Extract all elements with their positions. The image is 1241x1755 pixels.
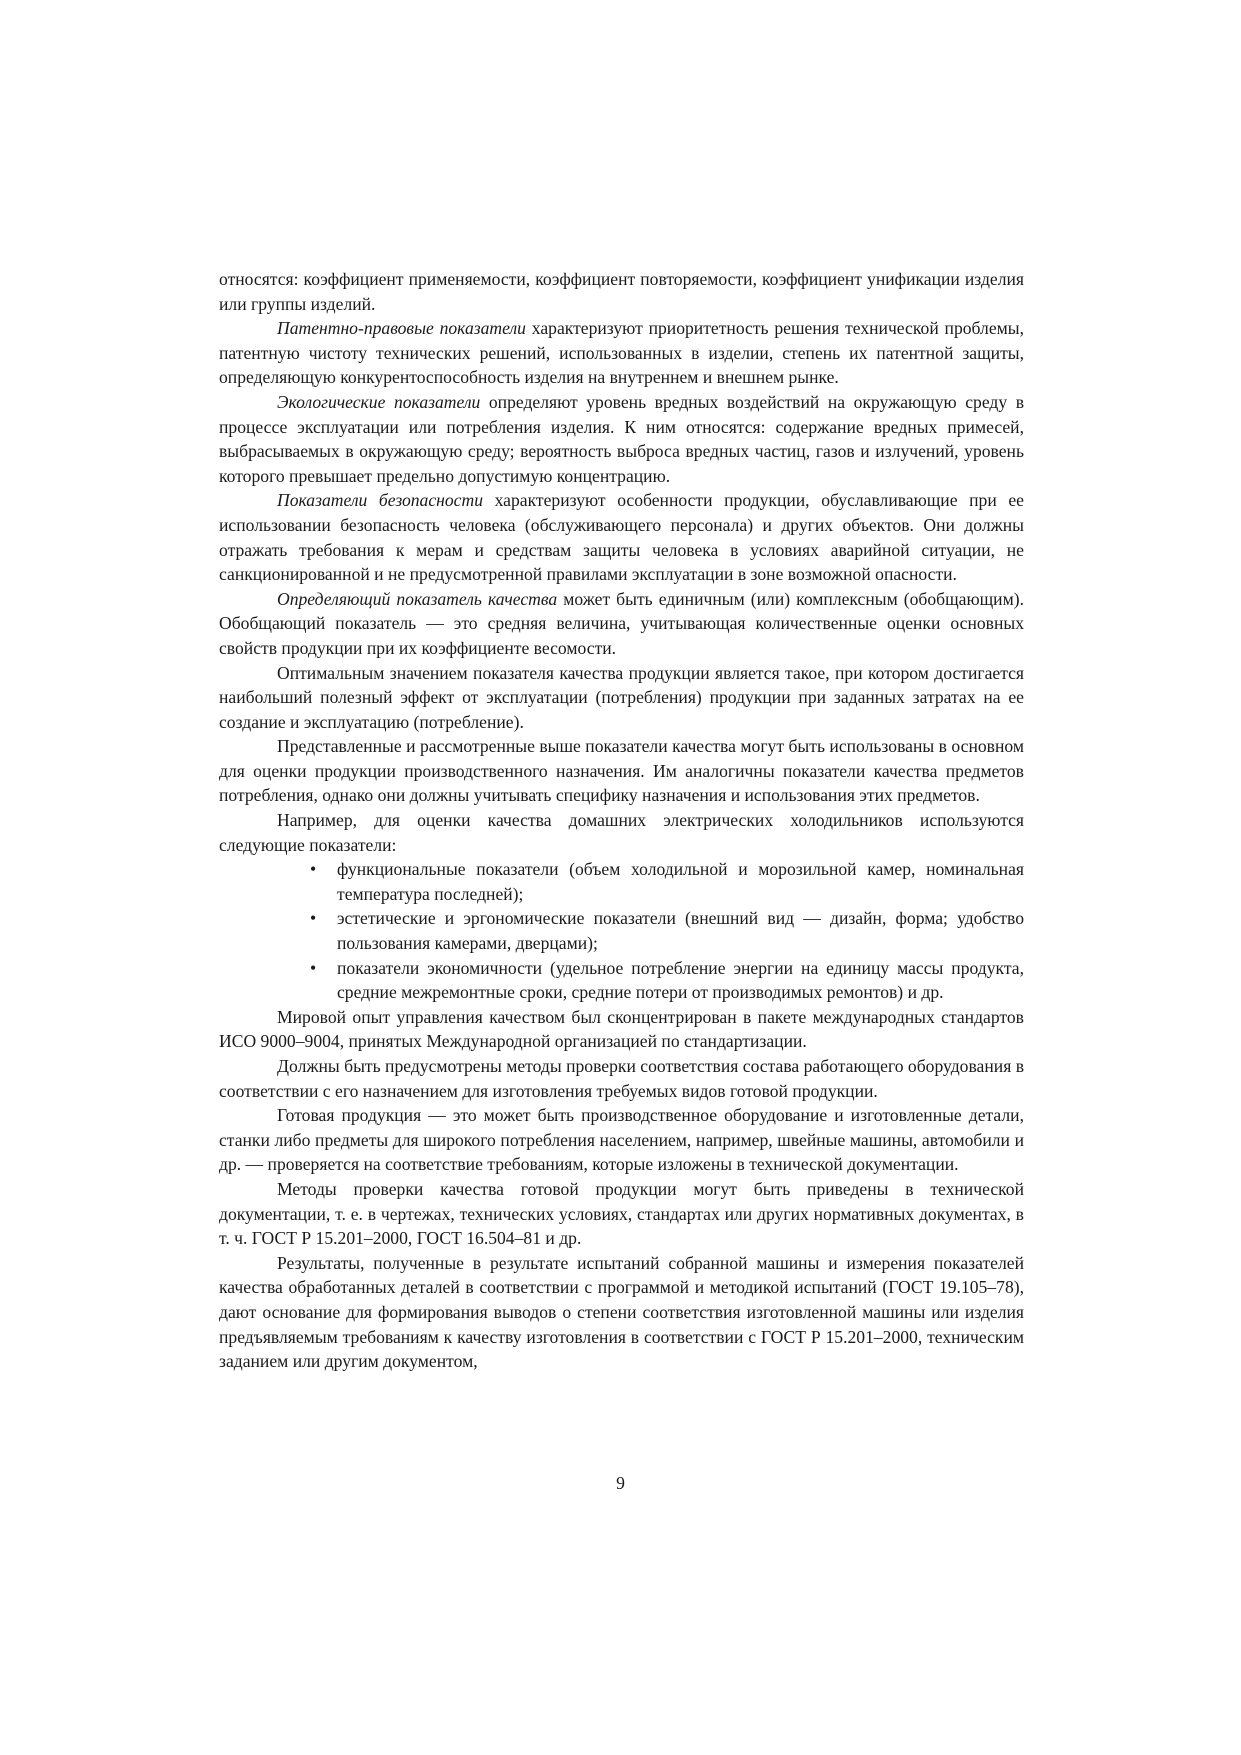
paragraph: Оптимальным значением показателя качества продукции является такое, при котором достигается наибольший полезный эффект от эксплуатации (потребления) продукции при заданных затратах на ее создание и эксплуатацию (потребление). <box>219 662 1024 732</box>
bullet-icon: • <box>310 957 317 978</box>
bullet-list <box>219 857 1024 1005</box>
paragraph <box>219 316 1024 390</box>
paragraph: Результаты, полученные в результате испытаний собранной машины и измерения показателей качества обработанных деталей в соответствии с программой и методикой испытаний (ГОСТ 19.105–78), дают основание для формирования выводов о степени соответствия изготовленной машины или изделия предъявляемым требованиям к качеству изготовления в соответствии с ГОСТ Р 15.201–2000, техническим заданием или другим документом, <box>219 1252 1024 1372</box>
list-item-text: эстетические и эргономические показатели (внешний вид — дизайн, форма; удобство пользования камерами, дверцами); <box>337 908 1024 954</box>
term: Патентно-правовые показатели <box>277 318 526 339</box>
bullet-icon: • <box>310 908 317 929</box>
paragraph <box>219 390 1024 488</box>
page-body <box>219 267 1024 1374</box>
page-number: 9 <box>616 1473 625 1493</box>
paragraph: Должны быть предусмотрены методы проверки соответствия состава работающего оборудования в соответствии с его назначением для изготовления требуемых видов готовой продукции. <box>219 1056 1024 1101</box>
list-item <box>310 956 1024 1005</box>
list-item <box>310 857 1024 906</box>
term: Экологические показатели <box>277 391 481 412</box>
paragraph: Представленные и рассмотренные выше показатели качества могут быть использованы в основном для оценки продукции производственного назначения. Им аналогичны показатели качества предметов потребления, однако они должны учитывать специфику назначения и использования этих предметов. <box>219 736 1024 806</box>
paragraph: Готовая продукция — это может быть производственное оборудование и изготовленные детали, станки либо предметы для широкого потребления населением, например, швейные машины, автомобили и др. — проверяется на соответствие требованиям, которые изложены в технической документации. <box>219 1105 1024 1175</box>
term: Определяющий показатель качества <box>277 588 558 609</box>
paragraph: Мировой опыт управления качеством был сконцентрирован в пакете международных стандартов ИСО 9000–9004, принятых Международной организацией по стандартизации. <box>219 1006 1024 1052</box>
paragraph <box>219 488 1024 586</box>
term: Показатели безопасности <box>277 490 483 511</box>
paragraph-text: характеризуют приоритетность решения технической проблемы, патентную чистоту технических решений, использованных в изделии, степень их патентной защиты, определяющую конкурентоспособность изделия на внутреннем и внешнем рынке. <box>219 318 1024 388</box>
paragraph-text: характеризуют особенности продукции, обуславливающие при ее использовании безопасность человека (обслуживающего персонала) и других объектов. Они должны отражать требования к мерам и средствам защиты человека в условиях аварийной ситуации, не санкционированной и не предусмотренной правилами эксплуатации в зоне возможной опасности. <box>219 490 1024 585</box>
list-item-text: функциональные показатели (объем холодильной и морозильной камер, номинальная температура последней); <box>337 859 1024 904</box>
paragraph <box>219 587 1024 661</box>
paragraph: относятся: коэффициент применяемости, коэффициент повторяемости, коэффициент унификации изделия или группы изделий. <box>219 269 1024 314</box>
paragraph: Например, для оценки качества домашних электрических холодильников используются следующие показатели: <box>219 810 1024 855</box>
paragraph-text: определяют уровень вредных воздействий на окружающую среду в процессе эксплуатации или потребления изделия. К ним относятся: содержание вредных примесей, выбрасываемых в окружающую среду; вероятность выброса вредных частиц, газов и излучений, уровень которого превышает предельно допустимую концентрацию. <box>219 391 1025 486</box>
list-item <box>310 906 1024 955</box>
list-item-text: показатели экономичности (удельное потребление энергии на единицу массы продукта, средние межремонтные сроки, средние потери от производимых ремонтов) и др. <box>337 957 1024 1003</box>
paragraph-text: может быть единичным (или) комплексным (обобщающим). Обобщающий показатель — это средняя величина, учитывающая количественные оценки основных свойств продукции при их коэффициенте весомости. <box>219 588 1024 658</box>
paragraph: Методы проверки качества готовой продукции могут быть приведены в технической документации, т. е. в чертежах, технических условиях, стандартах или других нормативных документах, в т. ч. ГОСТ Р 15.201–2000, ГОСТ 16.504–81 и др. <box>219 1178 1024 1249</box>
bullet-icon: • <box>310 859 317 880</box>
